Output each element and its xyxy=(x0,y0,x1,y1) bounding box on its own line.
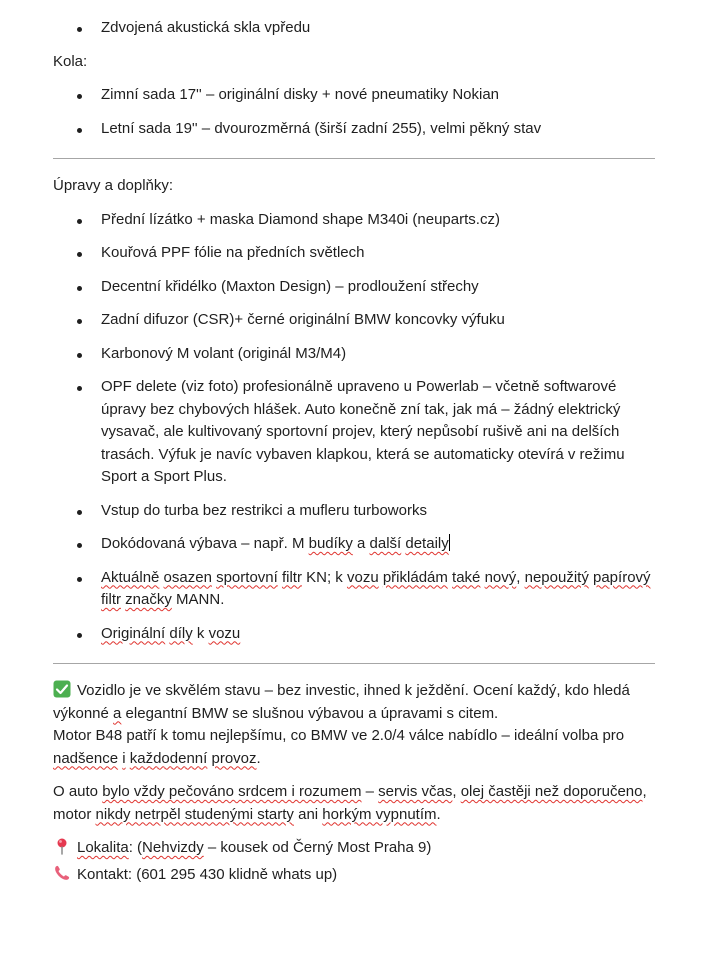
horizontal-rule xyxy=(53,663,655,664)
text-cursor xyxy=(449,534,450,551)
list-item: Zdvojená akustická skla vpředu xyxy=(53,17,655,40)
check-mark-icon xyxy=(53,680,71,698)
list-item: Decentní křidélko (Maxton Design) – prodloužení střechy xyxy=(53,276,655,299)
contact-line: Kontakt: (601 295 430 klidně whats up) xyxy=(53,864,655,887)
spelling-flag: další xyxy=(369,535,402,552)
list-item: Zimní sada 17'' – originální disky + nové pneumatiky Nokian xyxy=(53,84,655,107)
list-item: Originální díly k vozu xyxy=(53,623,655,646)
list-item: Dokódovaná výbava – např. M budíky a další detaily xyxy=(53,533,655,556)
list-item: Aktuálně osazen sportovní filtr KN; k vozu přikládám také nový, nepoužitý papírový filtr značky MANN. xyxy=(53,567,655,612)
list-item: Kouřová PPF fólie na předních světlech xyxy=(53,242,655,265)
wheels-list xyxy=(53,84,655,140)
mods-label: Úpravy a doplňky: xyxy=(53,177,174,194)
wheels-label: Kola: xyxy=(53,52,88,70)
document-body[interactable] xyxy=(53,17,655,890)
list-item: Vstup do turba bez restrikci a mufleru turboworks xyxy=(53,500,655,523)
summary-paragraph: Vozidlo je ve skvělém stavu – bez investic, ihned k ježdění. Ocení každý, kdo hledá výkonné a elegantní BMW se slušnou výbavou a úpravami s citem. Motor B48 patří k tomu nejlepšímu, co BMW ve 2.0/4 válce nabídlo – ideální volba pro nadšence i každodenní provoz. xyxy=(53,682,630,767)
list-item: Letní sada 19'' – dvourozměrná (širší zadní 255), velmi pěkný stav xyxy=(53,118,655,141)
list-item: Karbonový M volant (originál M3/M4) xyxy=(53,343,655,366)
phone-icon xyxy=(53,864,71,882)
location-line: Lokalita: (Nehvizdy – kousek od Černý Most Praha 9) xyxy=(53,837,655,860)
pushpin-icon xyxy=(53,837,71,855)
list-item: Přední lízátko + maska Diamond shape M340i (neuparts.cz) xyxy=(53,209,655,232)
mods-list xyxy=(53,209,655,646)
spelling-flag: detaily xyxy=(405,535,449,552)
care-paragraph: O auto bylo vždy pečováno srdcem i rozumem – servis včas, olej častěji než doporučeno, motor nikdy netrpěl studenými starty ani horkým vypnutím. xyxy=(53,783,647,823)
spelling-flag: budíky xyxy=(308,535,353,552)
list-item: Zadní difuzor (CSR)+ černé originální BMW koncovky výfuku xyxy=(53,309,655,332)
equipment-list xyxy=(53,17,655,40)
horizontal-rule xyxy=(53,158,655,159)
list-item: OPF delete (viz foto) profesionálně upraveno u Powerlab – včetně softwarové úpravy bez chybových hlášek. Auto konečně zní tak, jak má – žádný elektrický vysavač, ale kultivovaný sportovní projev, který nepůsobí rušivě ani na delších trasách. Výfuk je navíc vybaven klapkou, která se automaticky otevírá v režimu Sport a Sport Plus. xyxy=(53,376,655,489)
